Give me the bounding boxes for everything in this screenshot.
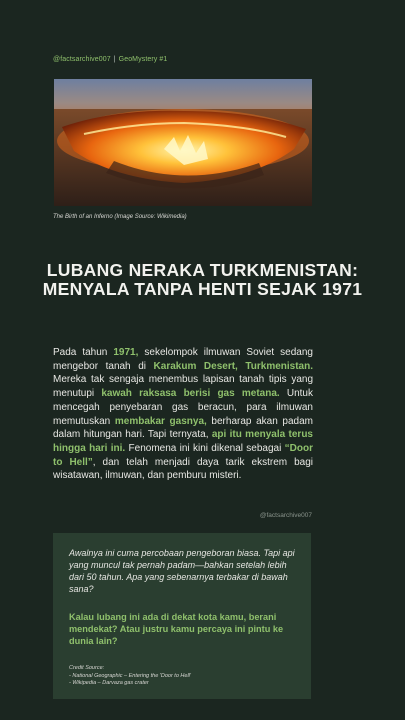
watermark-handle: @factsarchive007 bbox=[259, 512, 312, 519]
highlight-burn: membakar gasnya, bbox=[114, 415, 207, 427]
question-box bbox=[53, 533, 311, 699]
author-handle: @factsarchive007 bbox=[53, 56, 111, 63]
credit-title: Credit Source: bbox=[69, 665, 105, 671]
post-header bbox=[53, 56, 167, 63]
credit-item: - Wikipedia – Darvaza gas crater bbox=[69, 680, 149, 686]
body-text: sekelompok ilmuwan Soviet sedang mengebor tanah di bbox=[53, 347, 313, 372]
highlight-location: Karakum Desert, Turkmenistan. bbox=[153, 360, 313, 372]
series-tag: GeoMystery #1 bbox=[118, 56, 168, 63]
highlight-year: 1971, bbox=[113, 347, 139, 358]
article-title: LUBANG NERAKA TURKMENISTAN: MENYALA TANPA HENTI SEJAK 1971 bbox=[42, 260, 363, 299]
credit-sources bbox=[69, 665, 295, 688]
crater-photo bbox=[54, 79, 312, 206]
highlight-door-to-hell: “Door to Hell” bbox=[53, 442, 313, 468]
body-text: Pada tahun bbox=[53, 347, 114, 358]
body-text: Fenomena ini kini dikenal sebagai bbox=[125, 442, 285, 454]
credit-item: - National Geographic – Entering the 'Door to Hell' bbox=[69, 672, 191, 679]
photo-caption: The Birth of an Inferno (Image Source: Wikimedia) bbox=[53, 214, 187, 220]
highlight-crater: kawah raksasa berisi gas metana. bbox=[101, 388, 280, 400]
body-text: berharap akan padam dalam hitungan hari. Tapi ternyata, bbox=[53, 415, 313, 441]
header-separator: | bbox=[113, 56, 116, 63]
body-text: Mereka tak sengaja menembus lapisan tanah tipis yang menutupi bbox=[53, 374, 313, 400]
engagement-question: Kalau lubang ini ada di dekat kota kamu, berani mendekat? Atau justru kamu percaya ini pintu ke dunia lain? bbox=[69, 612, 284, 646]
crater-illustration bbox=[54, 79, 312, 206]
reflection-question: Awalnya ini cuma percobaan pengeboran biasa. Tapi api yang muncul tak pernah padam—bahkan setelah lebih dari 50 tahun. Apa yang sebenarnya terbakar di bawah sana? bbox=[69, 548, 295, 594]
article-body bbox=[53, 346, 313, 483]
highlight-still-burning: api itu menyala terus hingga hari ini. bbox=[53, 429, 313, 454]
body-text: , dan telah menjadi daya tarik ekstrem bagi wisatawan, ilmuwan, dan pemburu misteri. bbox=[53, 456, 313, 482]
body-text: Untuk mencegah penyebaran gas beracun, para ilmuwan memutuskan bbox=[53, 388, 313, 427]
